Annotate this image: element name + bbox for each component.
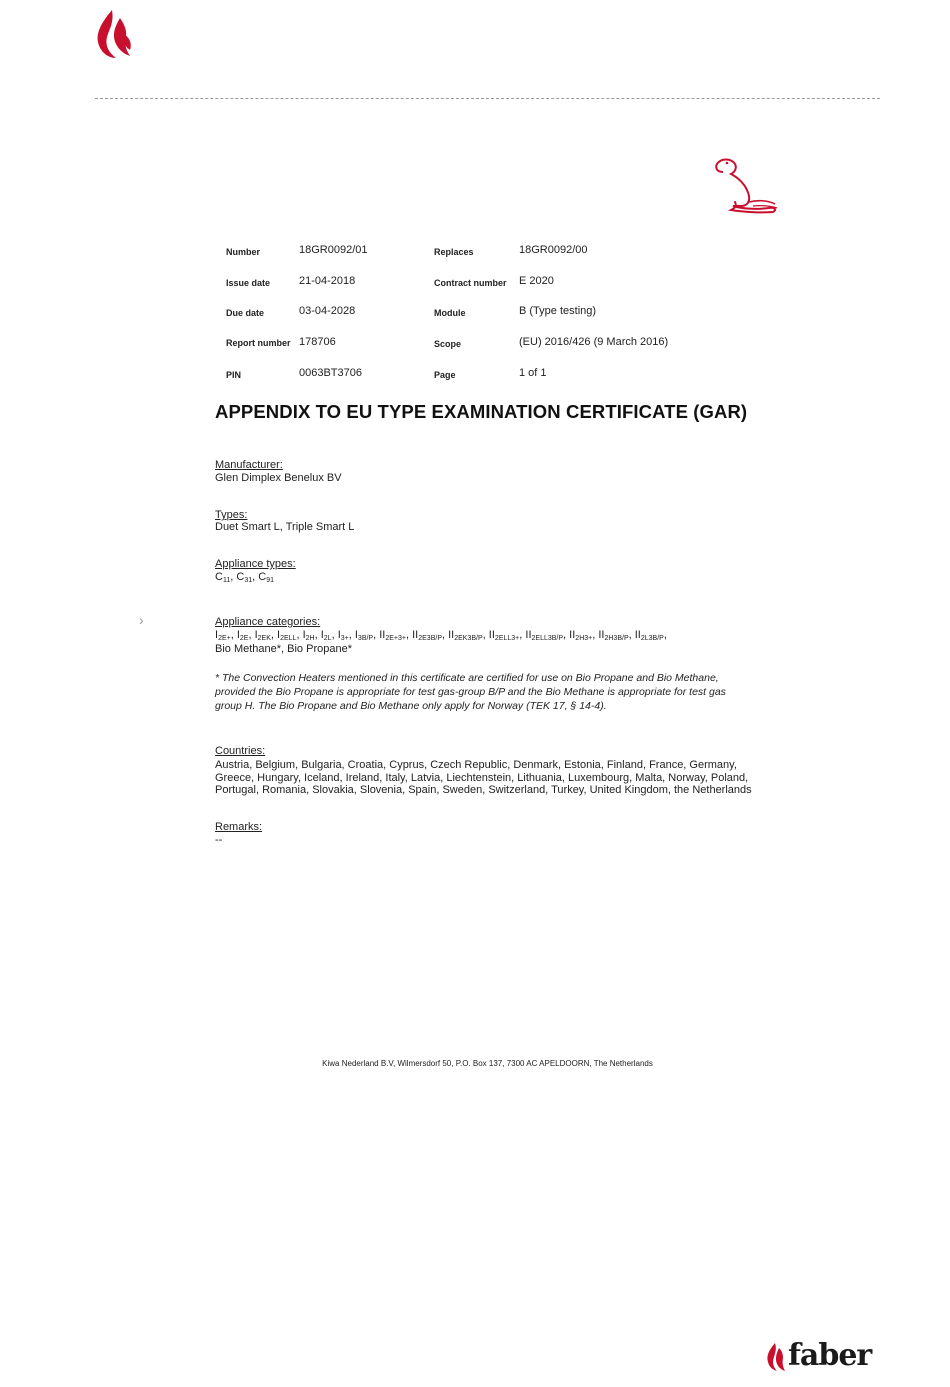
bio-gas-line: Bio Methane*, Bio Propane* [215,643,352,655]
category-code: $I_{2EK}$, [254,629,278,642]
category-subscript: 2EK [257,635,271,642]
category-code: $I_{3+}$, [337,629,355,642]
remarks-value: -- [215,834,223,846]
scope-value: (EU) 2016/426 (9 March 2016) [519,336,669,348]
manufacturer-label: Manufacturer: [215,459,283,471]
category-code: $II_{2L3B/P}$, [634,629,667,642]
remarks-label: Remarks: [215,821,263,833]
category-code: $I_{2ELL}$, [277,629,303,642]
category-subscript: 2E3B/P [418,635,442,642]
category-subscript: 31 [244,577,253,584]
number-label: Number [226,247,261,257]
category-code: $II_{2H3+}$, [569,629,599,642]
scope-label: Scope [434,339,462,349]
category-subscript: 2ELL3+ [494,635,520,642]
category-subscript: 2E [239,635,249,642]
document-title: APPENDIX TO EU TYPE EXAMINATION CERTIFICATE (GAR) [215,401,748,422]
types-label: Types: [215,509,248,521]
appliance-categories-label: Appliance categories: [215,616,321,628]
contract-number-value: E 2020 [519,275,554,287]
module-label: Module [434,308,466,318]
module-value: B (Type testing) [519,305,597,317]
types-value: Duet Smart L, Triple Smart L [215,521,355,533]
category-code: $C_{31}$, [236,571,259,584]
faber-logo [766,1338,878,1378]
issue-date-label: Issue date [226,278,271,288]
category-code: $I_{2E}$, [236,629,255,642]
manufacturer-value: Glen Dimplex Benelux BV [215,472,342,484]
category-subscript: 91 [266,577,274,584]
category-subscript: 2E+3+ [385,635,406,642]
chevron-right-icon[interactable]: › [139,612,144,628]
category-code: $II_{2EK3B/P}$, [448,629,489,642]
category-code: $II_{2E3B/P}$, [412,629,449,642]
category-subscript: 2L [323,635,332,642]
appliance-types-label: Appliance types: [215,558,296,570]
due-date-value: 03-04-2028 [299,305,356,317]
category-subscript: 2H3+ [575,635,593,642]
category-code: $I_{2H}$, [302,629,321,642]
category-code: $C_{11}$, [215,571,237,584]
report-number-label: Report number [226,338,291,348]
category-subscript: 2ELL3B/P [531,635,564,642]
footer-address: Kiwa Nederland B.V, Wilmersdorf 50, P.O. Box 137, 7300 AC APELDOORN, The Netherlands [322,1059,653,1068]
category-subscript: 2E+ [218,635,231,642]
replaces-label: Replaces [434,247,474,257]
category-code: $C_{91}$ [258,571,274,584]
faber-flame-icon [766,1342,786,1372]
category-subscript: 2H3B/P [604,635,629,642]
category-subscript: 3+ [340,635,349,642]
category-subscript: 2EK3B/P [454,635,483,642]
pin-value: 0063BT3706 [299,367,362,379]
category-code: $II_{2ELL3B/P}$, [525,629,570,642]
contract-number-label: Contract number [434,278,507,288]
kiwa-beaver-icon [713,156,781,214]
issue-date-value: 21-04-2018 [299,275,356,287]
category-code: $I_{3B/P}$, [354,629,380,642]
appliance-types-value [215,571,274,588]
pin-label: PIN [226,370,242,380]
due-date-label: Due date [226,308,265,318]
category-code: $I_{2E+}$, [215,629,237,642]
replaces-value: 18GR0092/00 [519,244,588,256]
category-code: $II_{2E+3+}$, [379,629,413,642]
category-subscript: 2L3B/P [640,635,664,642]
countries-value: Austria, Belgium, Bulgaria, Croatia, Cyprus, Czech Republic, Denmark, Estonia, Finland, France, Germany, Greece, Hungary, Iceland, Ireland, Italy, Latvia, Liechtenstein, Lithuania, Luxembourg, Malta, Norway, Poland, Portugal, Romania, Slovakia, Slovenia, Spain, Sweden, Switzerland, Turkey, United Kingdom, the Netherlands [215,759,752,796]
bio-gas-note: * The Convection Heaters mentioned in this certificate are certified for use on Bio Propane and Bio Methane, provided the Bio Propane is appropriate for test gas-group B/P and the Bio Methane is appropriate for test gas group H. The Bio Propane and Bio Methane only apply for Norway (TEK 17, § 14-4). [215,672,726,712]
category-subscript: 3B/P [357,635,374,642]
countries-label: Countries: [215,745,266,757]
category-subscript: 11 [222,577,231,584]
number-value: 18GR0092/01 [299,244,368,256]
page-value: 1 of 1 [519,367,547,379]
header-divider [95,98,880,99]
category-code: $II_{2H3B/P}$, [598,629,635,642]
flame-icon [94,8,136,60]
category-code: $II_{2ELL3+}$, [488,629,526,642]
report-number-value: 178706 [299,336,336,348]
page-label: Page [434,370,456,380]
category-code: $I_{2L}$, [320,629,338,642]
category-subscript: 2H [305,635,315,642]
category-subscript: 2ELL [280,635,297,642]
faber-wordmark: faber [788,1338,872,1373]
